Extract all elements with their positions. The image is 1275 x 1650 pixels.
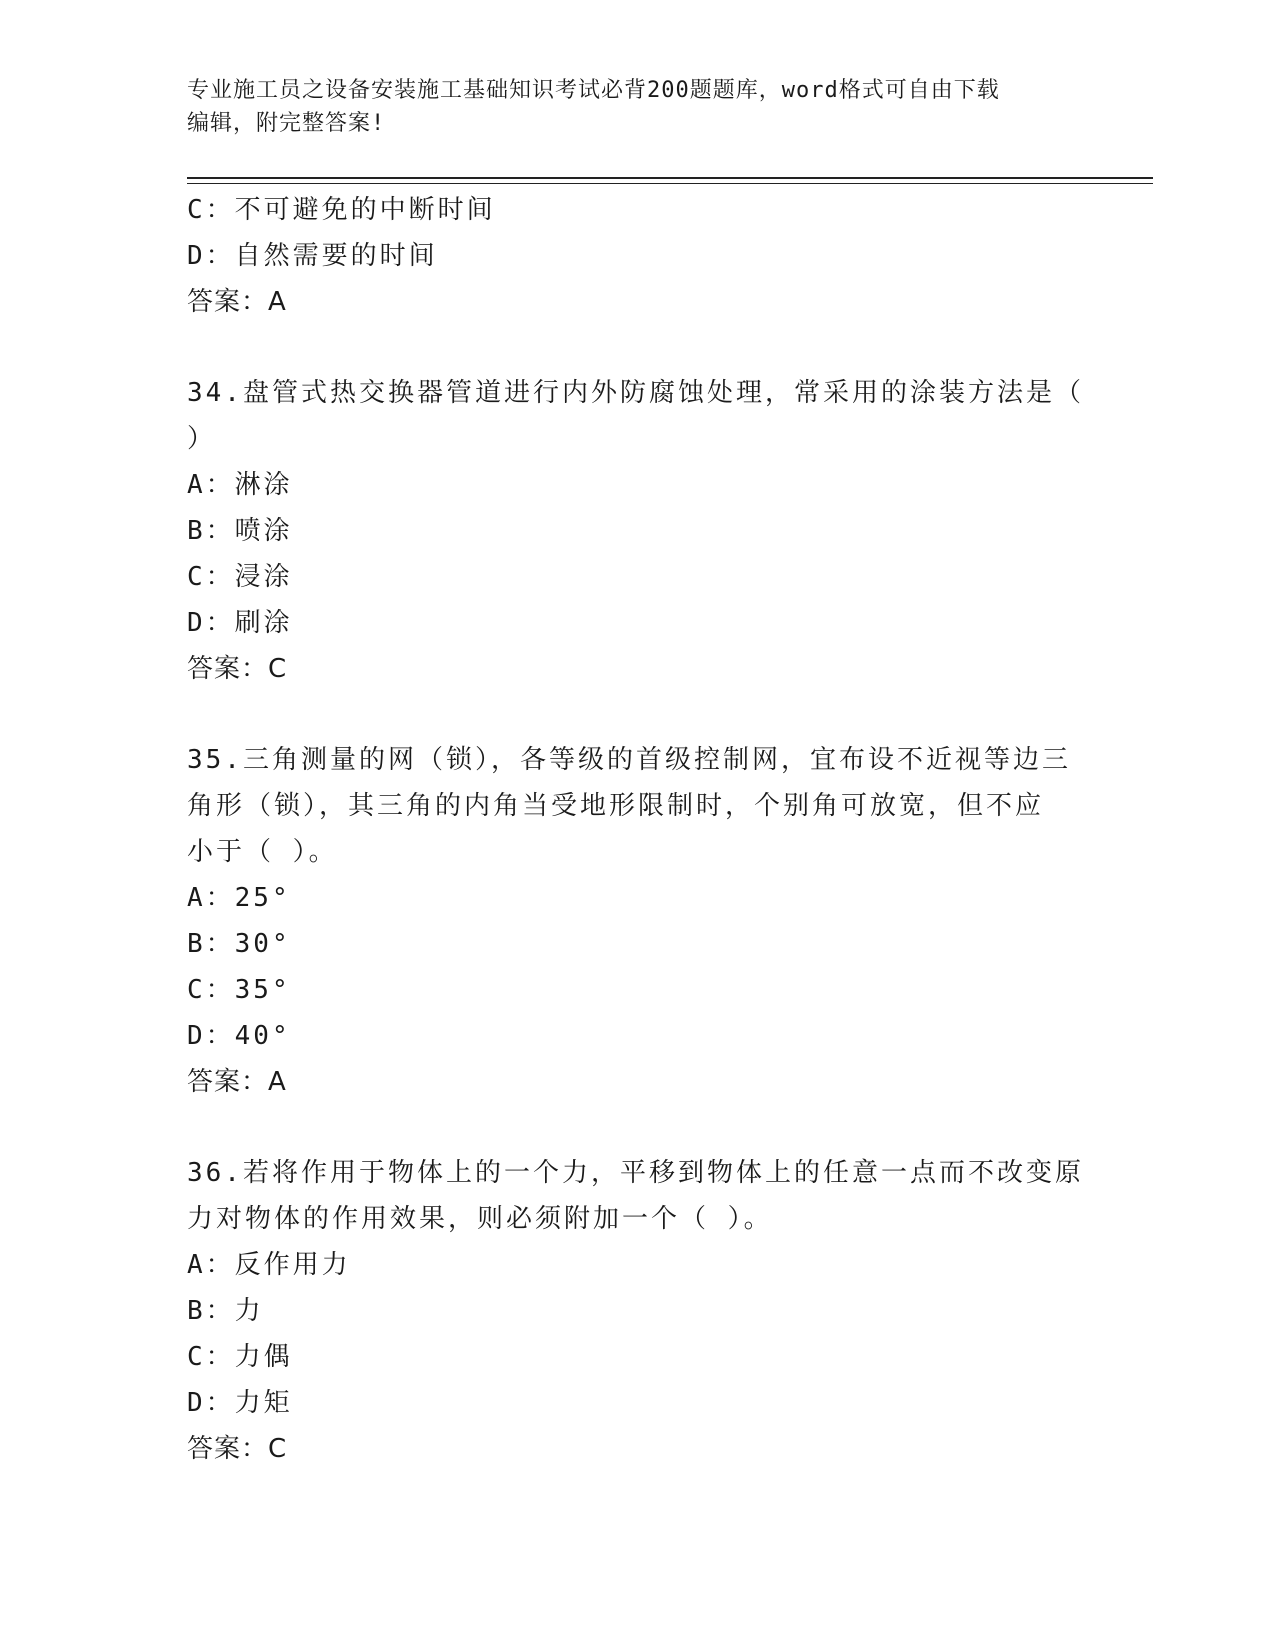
option-a: A：25° — [187, 883, 291, 913]
header-line-1: 专业施工员之设备安装施工基础知识考试必背200题题库，word格式可自由下载 — [187, 78, 1000, 103]
option-d: D：力矩 — [187, 1388, 293, 1418]
answer-line: 答案：A — [187, 1067, 287, 1097]
option-d: D：40° — [187, 1021, 291, 1051]
option-b: B：力 — [187, 1296, 264, 1326]
document-header — [187, 74, 1067, 140]
header-divider-thick — [187, 177, 1153, 179]
question-gap — [187, 692, 1087, 737]
header-line-2: 编辑，附完整答案! — [187, 111, 386, 136]
option-d: D：刷涂 — [187, 608, 293, 638]
question-gap — [187, 1105, 1087, 1150]
header-divider-thin — [187, 183, 1153, 184]
option-b: B：30° — [187, 929, 291, 959]
option-c: C：不可避免的中断时间 — [187, 195, 496, 225]
option-b: B：喷涂 — [187, 516, 293, 546]
option-a: A：反作用力 — [187, 1250, 351, 1280]
option-a: A：淋涂 — [187, 470, 293, 500]
question-text-line: 小于（ ）。 — [187, 837, 338, 867]
question-text-line: 角形（锁），其三角的内角当受地形限制时，个别角可放宽，但不应 — [187, 791, 1045, 821]
question-text-line: 34.盘管式热交换器管道进行内外防腐蚀处理，常采用的涂装方法是（ — [187, 378, 1084, 408]
option-c: C：力偶 — [187, 1342, 293, 1372]
question-34 — [187, 370, 1087, 692]
answer-line: 答案：A — [187, 287, 287, 317]
question-text-line: ） — [187, 424, 217, 454]
question-text-line: 力对物体的作用效果，则必须附加一个（ ）。 — [187, 1204, 773, 1234]
question-36 — [187, 1150, 1087, 1472]
answer-line: 答案：C — [187, 654, 288, 684]
option-c: C：35° — [187, 975, 291, 1005]
option-d: D：自然需要的时间 — [187, 241, 438, 271]
question-list — [187, 187, 1087, 1472]
question-33-tail — [187, 187, 1087, 325]
answer-line: 答案：C — [187, 1434, 288, 1464]
question-gap — [187, 325, 1087, 370]
question-35 — [187, 737, 1087, 1105]
question-text-line: 35.三角测量的网（锁），各等级的首级控制网，宜布设不近视等边三 — [187, 745, 1071, 775]
question-text-line: 36.若将作用于物体上的一个力，平移到物体上的任意一点而不改变原 — [187, 1158, 1084, 1188]
option-c: C：浸涂 — [187, 562, 293, 592]
